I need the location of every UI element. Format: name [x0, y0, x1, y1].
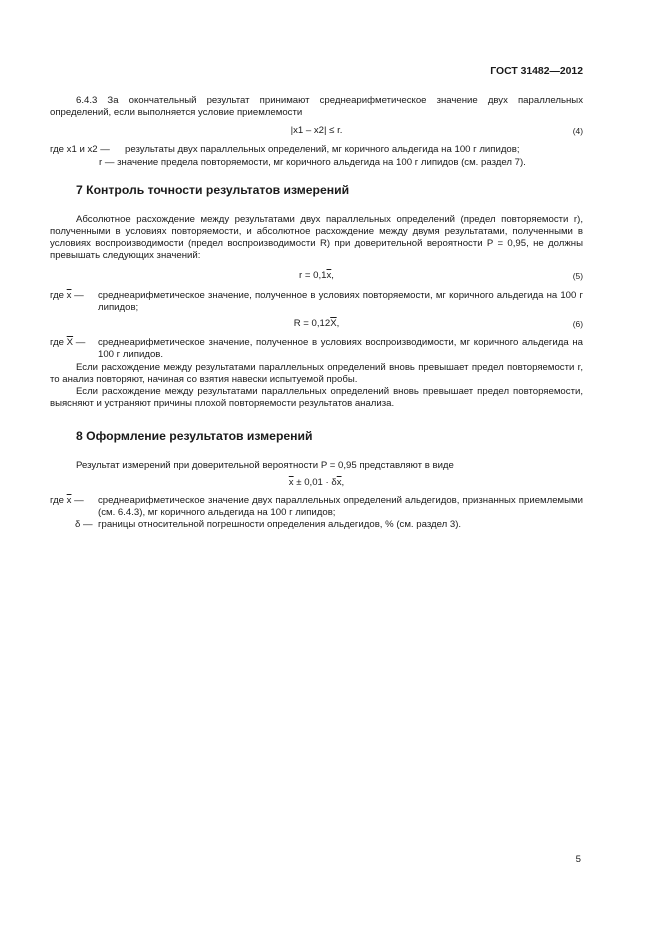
where-label: δ —	[75, 519, 93, 530]
where-label: где $\overline{x}$ —	[50, 290, 84, 301]
where-text: границы относительной погрешности определения альдегидов, % (см. раздел 3).	[98, 519, 462, 530]
where-X-bar-reprod	[50, 337, 583, 363]
section-7-paragraph: Абсолютное расхождение между результатами двух параллельных определений (предел повторяемости r), полученными в условиях повторяемости, и абсолютное расхождение между двумя результатами, полученными в условиях воспроизводимости (предел воспроизводимости R) при доверительной вероятности P = 0,95, не должны превышать следующих значений:	[50, 214, 583, 262]
formula-6-expression: $R = 0,12\overline{X}$,	[293, 318, 340, 329]
formula-result-expression: $\overline{x} \pm 0,01 \cdot \delta\overline{x}$,	[288, 477, 345, 488]
where-x-bar-result	[50, 495, 583, 521]
paragraph-6-4-3: 6.4.3 За окончательный результат принимают среднеарифметическое значение двух параллельных определений, если выполняется условие приемлемости	[50, 95, 583, 119]
where-text: результаты двух параллельных определений, мг коричного альдегида на 100 г липидов;	[125, 144, 520, 155]
formula-5-number: (5)	[572, 271, 583, 281]
where-delta	[50, 519, 583, 533]
formula-6	[50, 318, 583, 332]
section-7-heading: 7 Контроль точности результатов измерений	[76, 183, 350, 197]
page-number: 5	[575, 854, 581, 865]
formula-4	[50, 125, 583, 139]
where-text: среднеарифметическое значение, полученное в условиях повторяемости, мг коричного альдегида на 100 г липидов;	[98, 290, 583, 314]
section-8-heading: 8 Оформление результатов измерений	[76, 429, 313, 443]
where-label: где $\overline{X}$ —	[50, 337, 86, 348]
formula-5	[50, 270, 583, 284]
section-7-paragraph-3: Если расхождение между результатами параллельных определений вновь превышает предел повторяемости, выясняют и устраняют причины плохой повторяемости результатов анализа.	[50, 386, 583, 410]
where-label: где x1 и x2 —	[50, 144, 110, 155]
where-x-bar-repeat	[50, 290, 583, 316]
formula-result	[50, 477, 583, 491]
formula-4-expression: |x1 – x2| ≤ r.	[290, 125, 343, 136]
where-text: среднеарифметическое значение, полученное в условиях воспроизводимости, мг коричного альдегида на 100 г липидов.	[98, 337, 583, 361]
r-definition: r — значение предела повторяемости, мг коричного альдегида на 100 г липидов (см. раздел 7).	[99, 157, 526, 168]
where-text: среднеарифметическое значение двух параллельных определений альдегидов, признанных приемлемыми (см. 6.4.3), мг коричного альдегида на 100 г липидов;	[98, 495, 583, 519]
formula-6-number: (6)	[572, 319, 583, 329]
formula-5-expression: $r = 0,1\overline{x}$,	[299, 270, 334, 281]
where-label: где $\overline{x}$ —	[50, 495, 84, 506]
section-8-paragraph: Результат измерений при доверительной вероятности P = 0,95 представляют в виде	[76, 460, 454, 471]
section-7-paragraph-2: Если расхождение между результатами параллельных определений вновь превышает предел повторяемости r, то анализ повторяют, начиная со взятия навески испытуемой пробы.	[50, 362, 583, 386]
where-x1-x2	[50, 144, 583, 158]
formula-4-number: (4)	[572, 126, 583, 136]
standard-number: ГОСТ 31482—2012	[490, 66, 583, 77]
